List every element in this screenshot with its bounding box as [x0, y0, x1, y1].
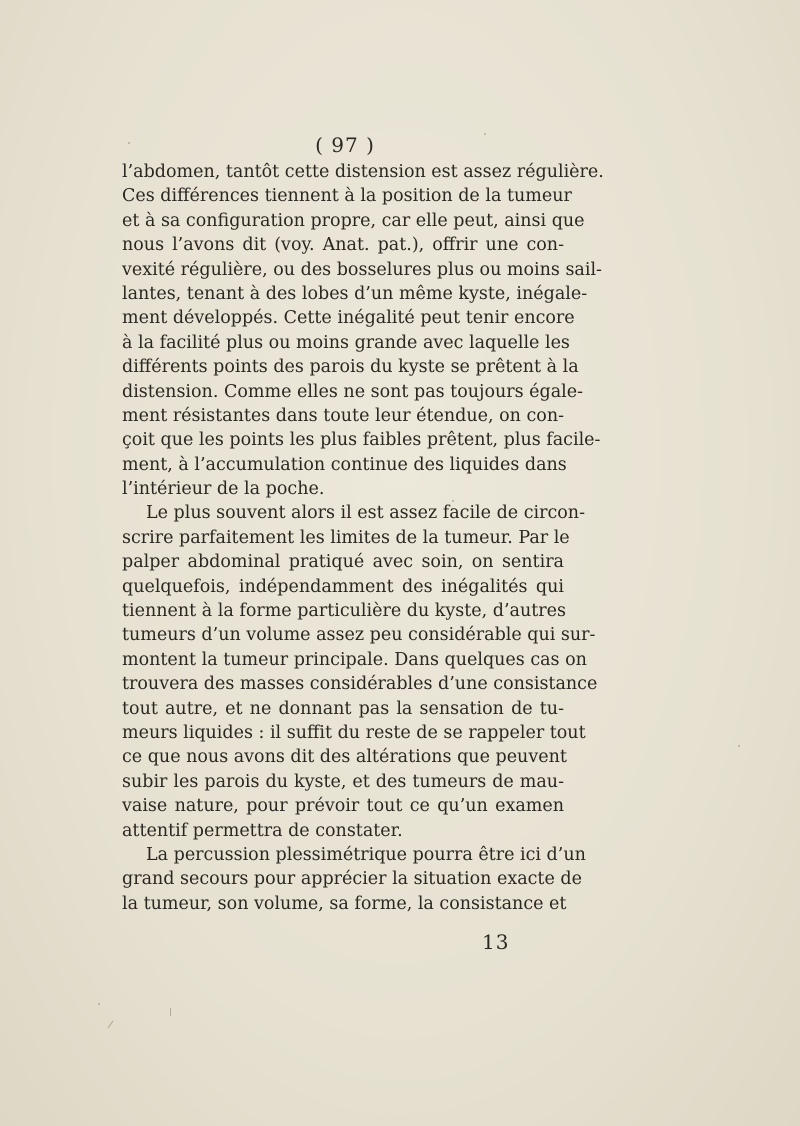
text-line: La percussion plessimétrique pourra être ici d’un — [146, 844, 586, 865]
text-line: palper abdominal pratiqué avec soin, on sentira — [122, 552, 564, 573]
text-line: scrire parfaitement les limites de la tumeur. Par le — [122, 527, 570, 548]
text-line: vexité régulière, ou des bosselures plus ou moins sail- — [122, 259, 602, 280]
text-line: trouvera des masses considérables d’une consistance — [122, 674, 598, 695]
text-line: l’intérieur de la poche. — [122, 479, 325, 500]
text-line: meurs liquides : il suffit du reste de se rappeler tout — [122, 722, 586, 743]
text-line: l’abdomen, tantôt cette distension est assez régulière. — [122, 162, 604, 182]
text-line: tout autre, et ne donnant pas la sensation de tu- — [122, 698, 564, 719]
text-line: ment résistantes dans toute leur étendue, on con- — [122, 405, 565, 426]
text-line: lantes, tenant à des lobes d’un même kyste, inégale- — [122, 283, 588, 304]
text-line: çoit que les points les plus faibles prêtent, plus facile- — [122, 430, 601, 451]
text-line: grand secours pour apprécier la situation exacte de — [122, 869, 582, 890]
text-line: différents points des parois du kyste se prêtent à la — [122, 357, 579, 378]
text-line: nous l’avons dit (voy. Anat. pat.), offrir une con- — [122, 235, 564, 256]
text-line: Le plus souvent alors il est assez facile de circon- — [146, 503, 585, 524]
text-line: attentif permettra de constater. — [122, 820, 403, 841]
text-line: Ces différences tiennent à la position de la tumeur — [122, 186, 572, 207]
page-number: ( 97 ) — [315, 133, 375, 157]
text-line: la tumeur, son volume, sa forme, la consistance et — [122, 893, 567, 914]
text-line: subir les parois du kyste, et des tumeurs de mau- — [122, 771, 564, 792]
text-line: à la facilité plus ou moins grande avec laquelle les — [122, 332, 570, 353]
body-text — [122, 160, 604, 916]
text-line: tiennent à la forme particulière du kyste, d’autres — [122, 601, 566, 622]
text-line: vaise nature, pour prévoir tout ce qu’un examen — [122, 796, 564, 817]
text-line: ment développés. Cette inégalité peut tenir encore — [122, 308, 575, 329]
text-line: ment, à l’accumulation continue des liquides dans — [122, 454, 567, 475]
text-line: ce que nous avons dit des altérations que peuvent — [122, 747, 567, 768]
text-line: montent la tumeur principale. Dans quelques cas on — [122, 649, 587, 670]
signature-mark: 13 — [482, 930, 510, 954]
text-line: tumeurs d’un volume assez peu considérable qui sur- — [122, 625, 596, 646]
text-line: quelquefois, indépendamment des inégalités qui — [122, 576, 564, 597]
text-line: distension. Comme elles ne sont pas toujours égale- — [122, 381, 584, 402]
text-line: et à sa configuration propre, car elle peut, ainsi que — [122, 210, 585, 231]
